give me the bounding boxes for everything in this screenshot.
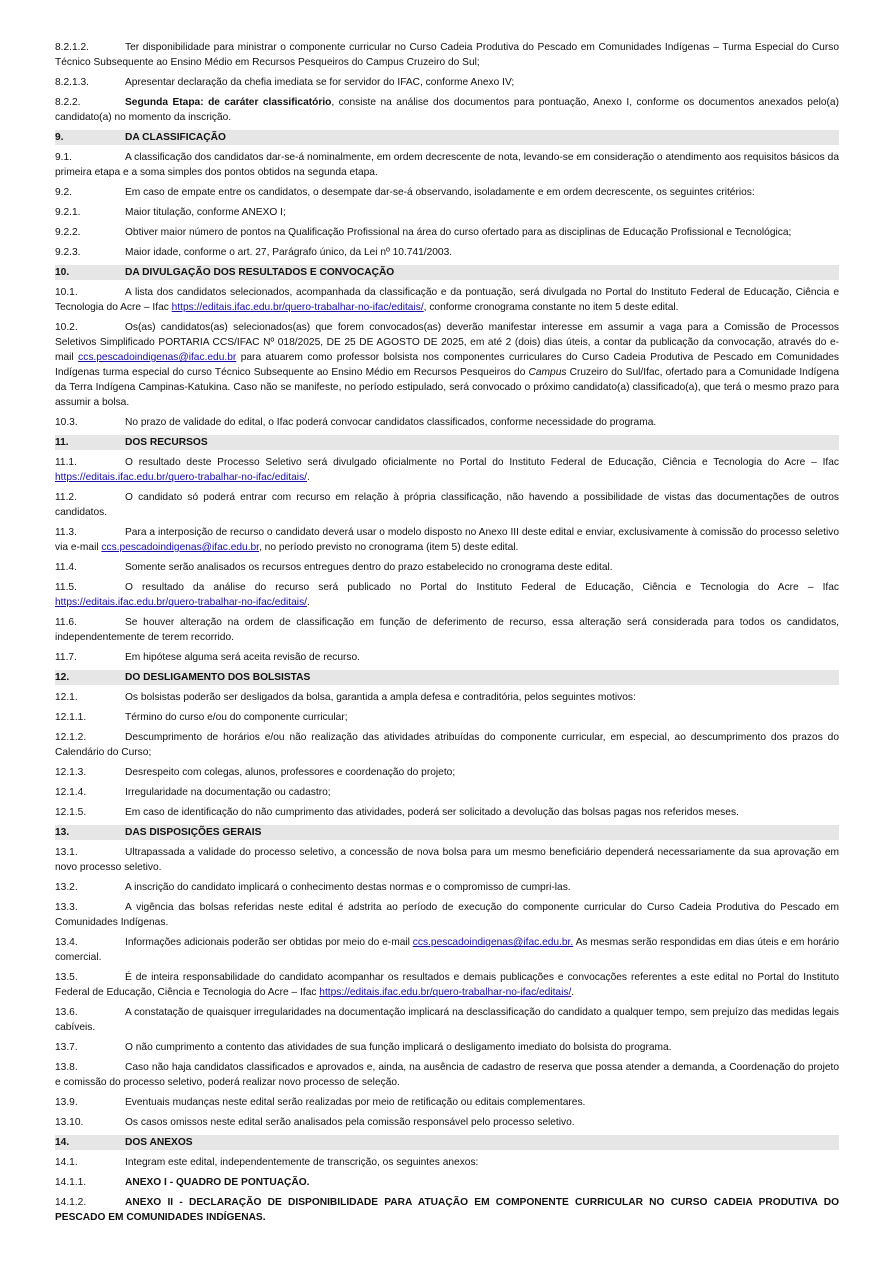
section-number: 13. xyxy=(55,827,70,838)
section-heading xyxy=(55,1135,839,1150)
section-number: 10. xyxy=(55,267,70,278)
email-link[interactable]: ccs.pescadoindigenas@ifac.edu.br xyxy=(101,542,260,553)
clause-paragraph xyxy=(55,185,839,200)
clause-paragraph xyxy=(55,1005,839,1035)
clause-paragraph xyxy=(55,285,839,315)
clause-number: 12.1. xyxy=(55,692,78,703)
clause-text: para atuarem como professor bolsista nos componentes curriculares do Curso Cadeia Produtiva de Pescado em Comunidades Indígenas turma especial do curso Técnico Subsequente ao Ensino Médio em Recursos Pesqueiros do xyxy=(55,352,839,378)
clause-number: 9.2.1. xyxy=(55,207,81,218)
clause-text: Os casos omissos neste edital serão analisados pela comissão responsável pelo processo seletivo. xyxy=(125,1117,575,1128)
clause-paragraph xyxy=(55,75,839,90)
clause-text: O candidato só poderá entrar com recurso em relação à própria classificação, não havendo a possibilidade de vistas das documentações de outros candidatos. xyxy=(55,492,839,518)
clause-paragraph xyxy=(55,580,839,610)
clause-paragraph xyxy=(55,1155,839,1170)
clause-number: 10.2. xyxy=(55,322,78,333)
clause-paragraph xyxy=(55,95,839,125)
clause-number: 10.3. xyxy=(55,417,78,428)
email-link[interactable]: ccs.pescadoindigenas@ifac.edu.br xyxy=(78,352,237,363)
section-number: 14. xyxy=(55,1137,70,1148)
clause-paragraph xyxy=(55,765,839,780)
section-title: DOS ANEXOS xyxy=(125,1137,193,1148)
clause-number: 8.2.1.2. xyxy=(55,42,89,53)
clause-text: A vigência das bolsas referidas neste edital é adstrita ao período de execução do componente curricular do Curso Cadeia Produtiva do Pescado em Comunidades Indígenas. xyxy=(55,902,839,928)
clause-text: Maior titulação, conforme ANEXO I; xyxy=(125,207,286,218)
clause-text: O resultado da análise do recurso será publicado no Portal do Instituto Federal de Educação, Ciência e Tecnologia do Acre – Ifac xyxy=(125,582,839,593)
italic-text: Campus xyxy=(528,367,567,378)
clause-number: 11.5. xyxy=(55,582,77,593)
clause-text: Somente serão analisados os recursos entregues dentro do prazo estabelecido no cronograma deste edital. xyxy=(125,562,613,573)
clause-paragraph xyxy=(55,40,839,70)
clause-number: 13.6. xyxy=(55,1007,78,1018)
clause-number: 13.3. xyxy=(55,902,78,913)
clause-text: Os(as) candidatos(as) selecionados(as) que forem convocados(as) deverão manifestar interesse em assumir a vaga para a Comissão de Processos Seletivos Simplificado PORTARIA CCS/IFAC Nº 018/2025, DE 25 DE AGOSTO DE 2025, em até 2 (dois) dias úteis, a contar da publicação da convocação, através do e- mail xyxy=(55,322,839,363)
clause-text: As mesmas serão respondidas em dias úteis e em horário comercial. xyxy=(55,937,839,963)
clause-text: No prazo de validade do edital, o Ifac poderá convocar candidatos classificados, conforme necessidade do programa. xyxy=(125,417,657,428)
clause-text: , no período previsto no cronograma (item 5) deste edital. xyxy=(259,542,519,553)
clause-paragraph xyxy=(55,650,839,665)
clause-text: Eventuais mudanças neste edital serão realizadas por meio de retificação ou editais complementares. xyxy=(125,1097,586,1108)
clause-number: 9.2. xyxy=(55,187,72,198)
clause-text: A lista dos candidatos selecionados, acompanhada da classificação e da pontuação, será divulgada no Portal do Instituto Federal de Educação, Ciência e Tecnologia do Acre – Ifac xyxy=(55,287,839,313)
clause-paragraph xyxy=(55,455,839,485)
bold-text: ANEXO I - QUADRO DE PONTUAÇÃO. xyxy=(125,1177,310,1188)
clause-text: O resultado deste Processo Seletivo será divulgado oficialmente no Portal do Instituto Federal de Educação, Ciência e Tecnologia do Acre – Ifac xyxy=(125,457,839,468)
clause-number: 12.1.4. xyxy=(55,787,87,798)
clause-number: 14.1.2. xyxy=(55,1197,87,1208)
section-title: DA CLASSIFICAÇÃO xyxy=(125,132,226,143)
clause-number: 8.2.2. xyxy=(55,97,81,108)
clause-text: Apresentar declaração da chefia imediata se for servidor do IFAC, conforme Anexo IV; xyxy=(125,77,515,88)
clause-number: 11.4. xyxy=(55,562,77,573)
clause-paragraph xyxy=(55,880,839,895)
clause-text: O não cumprimento a contento das atividades de sua função implicará o desligamento imediato do bolsista do programa. xyxy=(125,1042,672,1053)
clause-text: Término do curso e/ou do componente curricular; xyxy=(125,712,348,723)
clause-number: 12.1.2. xyxy=(55,732,87,743)
clause-text: Descumprimento de horários e/ou não realização das atividades atribuídas do componente curricular, em especial, ao descumprimento dos prazos do Calendário do Curso; xyxy=(55,732,839,758)
url-link[interactable]: https://editais.ifac.edu.br/quero-trabalhar-no-ifac/editais/ xyxy=(55,472,307,483)
clause-text: É de inteira responsabilidade do candidato acompanhar os resultados e demais publicações e convocações referentes a este edital no Portal do Instituto Federal de Educação, Ciência e Tecnologia do Acre – Ifac xyxy=(55,972,839,998)
clause-number: 11.3. xyxy=(55,527,77,538)
document-page xyxy=(55,40,839,1230)
clause-text: Em hipótese alguma será aceita revisão de recurso. xyxy=(125,652,360,663)
clause-number: 9.2.2. xyxy=(55,227,81,238)
clause-text: Integram este edital, independentemente de transcrição, os seguintes anexos: xyxy=(125,1157,479,1168)
clause-number: 14.1. xyxy=(55,1157,78,1168)
clause-paragraph xyxy=(55,150,839,180)
clause-text: Em caso de identificação do não cumprimento das atividades, poderá ser solicitado a devolução das bolsas pagas nos referidos meses. xyxy=(125,807,739,818)
clause-number: 11.2. xyxy=(55,492,77,503)
section-number: 12. xyxy=(55,672,70,683)
section-number: 9. xyxy=(55,132,64,143)
clause-text: Ter disponibilidade para ministrar o componente curricular no Curso Cadeia Produtiva do Pescado em Comunidades Indígenas – Turma Especial do Curso Técnico Subsequente ao Ensino Médio em Recursos Pesqueiros do Campus Cruzeiro do Sul; xyxy=(55,42,839,68)
clause-text: Caso não haja candidatos classificados e aprovados e, ainda, na ausência de cadastro de reserva que possa atender a demanda, a Coordenação do projeto e comissão do processo seletivo, poderá realizar novo processo de seleção. xyxy=(55,1062,839,1088)
section-heading xyxy=(55,130,839,145)
clause-paragraph xyxy=(55,805,839,820)
clause-number: 10.1. xyxy=(55,287,78,298)
clause-paragraph xyxy=(55,1195,839,1225)
clause-number: 11.7. xyxy=(55,652,77,663)
clause-text: A constatação de quaisquer irregularidades na documentação implicará na desclassificação do candidato a qualquer tempo, sem prejuízo das medidas legais cabíveis. xyxy=(55,1007,839,1033)
clause-number: 13.7. xyxy=(55,1042,78,1053)
clause-paragraph xyxy=(55,415,839,430)
clause-number: 13.8. xyxy=(55,1062,78,1073)
clause-number: 13.10. xyxy=(55,1117,84,1128)
email-link[interactable]: ccs.pescadoindigenas@ifac.edu.br. xyxy=(412,937,574,948)
clause-paragraph xyxy=(55,785,839,800)
clause-paragraph xyxy=(55,205,839,220)
clause-number: 8.2.1.3. xyxy=(55,77,89,88)
clause-number: 9.2.3. xyxy=(55,247,81,258)
clause-text: Informações adicionais poderão ser obtidas por meio do e-mail xyxy=(125,937,413,948)
clause-text: Desrespeito com colegas, alunos, professores e coordenação do projeto; xyxy=(125,767,456,778)
section-title: DO DESLIGAMENTO DOS BOLSISTAS xyxy=(125,672,311,683)
clause-text: Obtiver maior número de pontos na Qualificação Profissional na área do curso ofertado para as disciplinas de Educação Profissional e Tecnológica; xyxy=(125,227,792,238)
url-link[interactable]: https://editais.ifac.edu.br/quero-trabalhar-no-ifac/editais/ xyxy=(171,302,424,313)
clause-paragraph xyxy=(55,900,839,930)
clause-paragraph xyxy=(55,1060,839,1090)
url-link[interactable]: https://editais.ifac.edu.br/quero-trabalhar-no-ifac/editais/ xyxy=(55,597,307,608)
clause-number: 12.1.3. xyxy=(55,767,87,778)
clause-paragraph xyxy=(55,320,839,410)
clause-number: 13.9. xyxy=(55,1097,78,1108)
clause-paragraph xyxy=(55,225,839,240)
clause-text: . xyxy=(571,987,575,998)
clause-text: . xyxy=(307,597,310,608)
section-heading xyxy=(55,435,839,450)
clause-paragraph xyxy=(55,730,839,760)
clause-text: A inscrição do candidato implicará o conhecimento destas normas e o compromisso de cumpri-las. xyxy=(125,882,571,893)
clause-text: A classificação dos candidatos dar-se-á nominalmente, em ordem decrescente de nota, levando-se em consideração o atendimento aos requisitos básicos da primeira etapa e a soma simples dos pontos obtidos na segunda etapa. xyxy=(55,152,839,178)
clause-paragraph xyxy=(55,845,839,875)
url-link[interactable]: https://editais.ifac.edu.br/quero-trabalhar-no-ifac/editais/ xyxy=(319,987,572,998)
clause-paragraph xyxy=(55,710,839,725)
section-title: DAS DISPOSIÇÕES GERAIS xyxy=(125,827,262,838)
clause-paragraph xyxy=(55,615,839,645)
bold-text: ANEXO II - DECLARAÇÃO DE DISPONIBILIDADE PARA ATUAÇÃO EM COMPONENTE CURRICULAR NO CURSO CADEIA PRODUTIVA DO PESCADO EM COMUNIDADES INDÍGENAS. xyxy=(55,1197,839,1223)
clause-paragraph xyxy=(55,935,839,965)
clause-text: Maior idade, conforme o art. 27, Parágrafo único, da Lei nº 10.741/2003. xyxy=(125,247,453,258)
clause-number: 13.2. xyxy=(55,882,78,893)
clause-text: , consiste na análise dos documentos para pontuação, Anexo I, conforme os documentos anexados pelo(a) candidato(a) no momento da inscrição. xyxy=(55,97,839,123)
clause-paragraph xyxy=(55,1040,839,1055)
clause-text: , conforme cronograma constante no item 5 deste edital. xyxy=(423,302,679,313)
clause-paragraph xyxy=(55,245,839,260)
clause-text: Em caso de empate entre os candidatos, o desempate dar-se-á observando, isoladamente e em ordem decrescente, os seguintes critérios: xyxy=(125,187,755,198)
clause-number: 12.1.5. xyxy=(55,807,87,818)
clause-paragraph xyxy=(55,1175,839,1190)
clause-paragraph xyxy=(55,560,839,575)
section-number: 11. xyxy=(55,437,69,448)
section-heading xyxy=(55,265,839,280)
clause-number: 11.1. xyxy=(55,457,77,468)
clause-number: 9.1. xyxy=(55,152,72,163)
section-title: DA DIVULGAÇÃO DOS RESULTADOS E CONVOCAÇÃO xyxy=(125,267,395,278)
clause-paragraph xyxy=(55,970,839,1000)
clause-text: Cruzeiro do Sul/Ifac, ofertado para a Comunidade Indígena da Terra Indígena Campinas-Katukina. Caso não se manifeste, no período estipulado, será convocado o próximo candidato(a) classificado(a), que terá o mesmo prazo para assumir a bolsa. xyxy=(55,367,840,408)
clause-number: 11.6. xyxy=(55,617,77,628)
clause-paragraph xyxy=(55,690,839,705)
clause-paragraph xyxy=(55,1115,839,1130)
clause-text: Ultrapassada a validade do processo seletivo, a concessão de nova bolsa para um mesmo beneficiário dependerá necessariamente da sua aprovação em novo processo seletivo. xyxy=(55,847,839,873)
clause-number: 14.1.1. xyxy=(55,1177,87,1188)
clause-text: Para a interposição de recurso o candidato deverá usar o modelo disposto no Anexo III deste edital e enviar, exclusivamente à comissão do processo seletivo via e-mail xyxy=(55,527,839,553)
bold-text: Segunda Etapa: de caráter classificatório xyxy=(125,97,332,108)
clause-paragraph xyxy=(55,1095,839,1110)
clause-text: Se houver alteração na ordem de classificação em função de deferimento de recurso, essa alteração será considerada para todos os candidatos, independentemente de terem recorrido. xyxy=(55,617,839,643)
clause-paragraph xyxy=(55,525,839,555)
clause-text: Os bolsistas poderão ser desligados da bolsa, garantida a ampla defesa e contraditória, pelos seguintes motivos: xyxy=(125,692,636,703)
clause-number: 13.5. xyxy=(55,972,78,983)
clause-number: 13.1. xyxy=(55,847,78,858)
section-heading xyxy=(55,825,839,840)
clause-number: 12.1.1. xyxy=(55,712,87,723)
section-heading xyxy=(55,670,839,685)
clause-text: . xyxy=(307,472,310,483)
clause-paragraph xyxy=(55,490,839,520)
section-title: DOS RECURSOS xyxy=(125,437,208,448)
clause-number: 13.4. xyxy=(55,937,78,948)
clause-text: Irregularidade na documentação ou cadastro; xyxy=(125,787,331,798)
